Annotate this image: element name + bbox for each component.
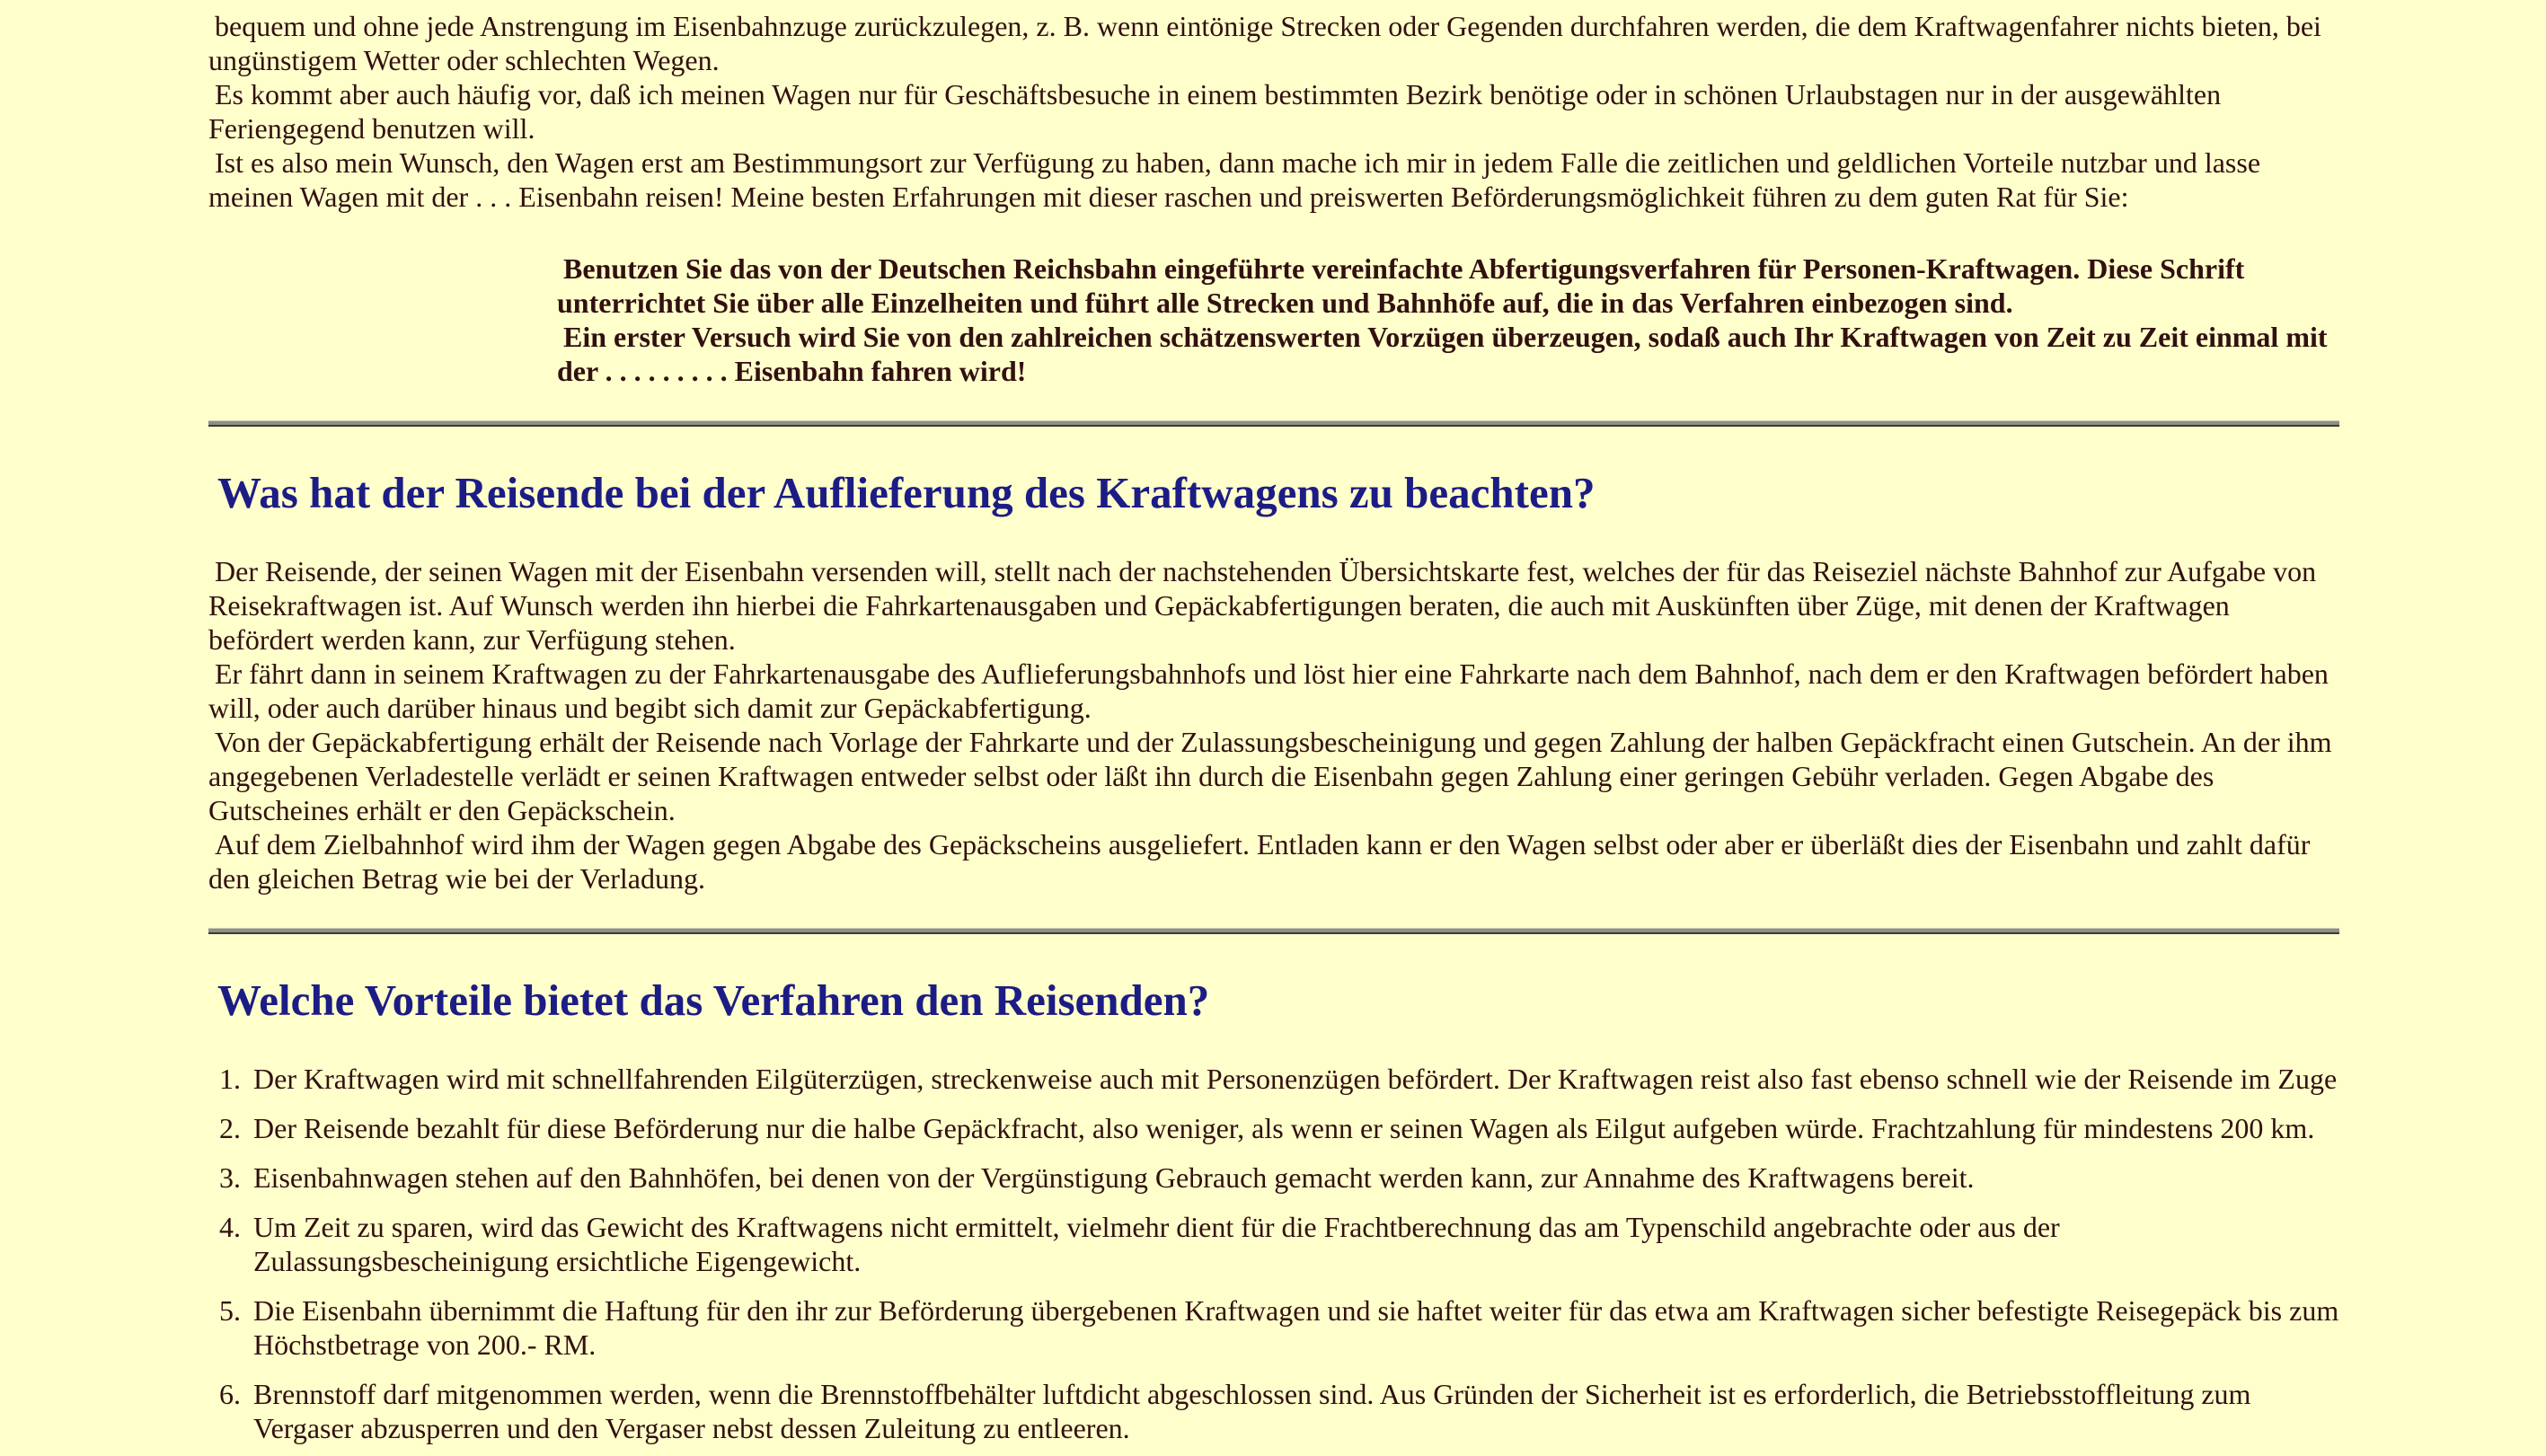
list-item [208,1160,2339,1195]
list-item [208,1062,2339,1096]
section-divider [208,420,2339,427]
advantages-list [208,1062,2339,1445]
list-item-number: 5. [219,1294,241,1327]
list-item-number: 2. [219,1112,241,1144]
list-item-number: 3. [219,1161,241,1194]
list-item [208,1293,2339,1362]
list-item-text: Um Zeit zu sparen, wird das Gewicht des Kraftwagens nicht ermittelt, vielmehr dient für die Frachtberechnung das am Typenschild angebrachte oder aus der Zulassungsbescheinigung ersichtliche Eigengewicht. [253,1211,2060,1277]
section1-paragraph: Auf dem Zielbahnhof wird ihm der Wagen gegen Abgabe des Gepäckscheins ausgeliefert. Entladen kann er den Wagen selbst oder aber er überläßt dies der Eisenbahn und zahlt dafür den gleichen Betrag wie bei der Verladung. [208,828,2311,895]
list-item-number: 4. [219,1211,241,1243]
intro-section [208,9,2339,214]
list-item [208,1210,2339,1278]
intro-paragraph: bequem und ohne jede Anstrengung im Eisenbahnzuge zurückzulegen, z. B. wenn eintönige Strecken oder Gegenden durchfahren werden, die dem Kraftwagenfahrer nichts bieten, bei ungünstigem Wetter oder schlechten Wegen. [208,10,2321,76]
list-item-text: Brennstoff darf mitgenommen werden, wenn die Brennstoffbehälter luftdicht abgeschlossen sind. Aus Gründen der Sicherheit ist es erforderlich, die Betriebsstoffleitung zum Vergaser abzusperren und den Vergaser nebst dessen Zuleitung zu entleeren. [253,1378,2251,1444]
intro-paragraph: Ist es also mein Wunsch, den Wagen erst am Bestimmungsort zur Verfügung zu haben, dann mache ich mir in jedem Falle die zeitlichen und geldlichen Vorteile nutzbar und lasse meinen Wagen mit der . . . Eisenbahn reisen! Meine besten Erfahrungen mit dieser raschen und preiswerten Beförderungsmöglichkeit führen zu dem guten Rat für Sie: [208,146,2261,213]
section1-paragraph: Der Reisende, der seinen Wagen mit der Eisenbahn versenden will, stellt nach der nachstehenden Übersichtskarte fest, welches der für das Reiseziel nächste Bahnhof zur Aufgabe von Reisekraftwagen ist. Auf Wunsch werden ihn hierbei die Fahrkartenausgaben und Gepäckabfertigungen beraten, die auch mit Auskünften über Züge, mit denen der Kraftwagen befördert werden kann, zur Verfügung stehen. [208,555,2317,656]
section2-heading: Welche Vorteile bietet das Verfahren den Reisenden? [217,975,1210,1025]
list-item-number: 6. [219,1378,241,1410]
list-item-text: Die Eisenbahn übernimmt die Haftung für den ihr zur Beförderung übergebenen Kraftwagen und sie haftet weiter für das etwa am Kraftwagen sicher befestigte Reisegepäck bis zum Höchstbetrage von 200.- RM. [253,1294,2339,1361]
list-item-text: Der Reisende bezahlt für diese Beförderung nur die halbe Gepäckfracht, also weniger, als wenn er seinen Wagen als Eilgut aufgeben würde. Frachtzahlung für mindestens 200 km. [253,1112,2315,1144]
list-item [208,1377,2339,1445]
list-item-text: Der Kraftwagen wird mit schnellfahrenden Eilgüterzügen, streckenweise auch mit Personenzügen befördert. Der Kraftwagen reist also fast ebenso schnell wie der Reisende im Zuge [253,1063,2338,1095]
advice-quote [557,251,2339,388]
section1-paragraph: Er fährt dann in seinem Kraftwagen zu der Fahrkartenausgabe des Auflieferungsbahnhofs und löst hier eine Fahrkarte nach dem Bahnhof, nach dem er den Kraftwagen befördert haben will, oder auch darüber hinaus und begibt sich damit zur Gepäckabfertigung. [208,657,2329,724]
advice-paragraph: Benutzen Sie das von der Deutschen Reichsbahn eingeführte vereinfachte Abfertigungsverfahren für Personen-Kraftwagen. Diese Schrift unterrichtet Sie über alle Einzelheiten und führt alle Strecken und Bahnhöfe auf, die in das Verfahren einbezogen sind. [557,252,2245,319]
list-item-text: Eisenbahnwagen stehen auf den Bahnhöfen, bei denen von der Vergünstigung Gebrauch gemacht werden kann, zur Annahme des Kraftwagens bereit. [253,1161,1975,1194]
section1-heading: Was hat der Reisende bei der Auflieferung des Kraftwagens zu beachten? [217,468,1596,517]
intro-paragraph: Es kommt aber auch häufig vor, daß ich meinen Wagen nur für Geschäftsbesuche in einem bestimmten Bezirk benötige oder in schönen Urlaubstagen nur in der ausgewählten Feriengegend benutzen will. [208,78,2222,145]
list-item [208,1111,2339,1145]
list-item-number: 1. [219,1063,241,1095]
section-divider [208,928,2339,934]
advice-paragraph: Ein erster Versuch wird Sie von den zahlreichen schätzenswerten Vorzügen überzeugen, sodaß auch Ihr Kraftwagen von Zeit zu Zeit einmal mit der . . . . . . . . . Eisenbahn fahren wird! [557,321,2328,387]
section1-body [208,554,2339,896]
section1-paragraph: Von der Gepäckabfertigung erhält der Reisende nach Vorlage der Fahrkarte und der Zulassungsbescheinigung und gegen Zahlung der halben Gepäckfracht einen Gutschein. An der ihm angegebenen Verladestelle verlädt er seinen Kraftwagen entweder selbst oder läßt ihn durch die Eisenbahn gegen Zahlung einer geringen Gebühr verladen. Gegen Abgabe des Gutscheines erhält er den Gepäckschein. [208,726,2332,826]
